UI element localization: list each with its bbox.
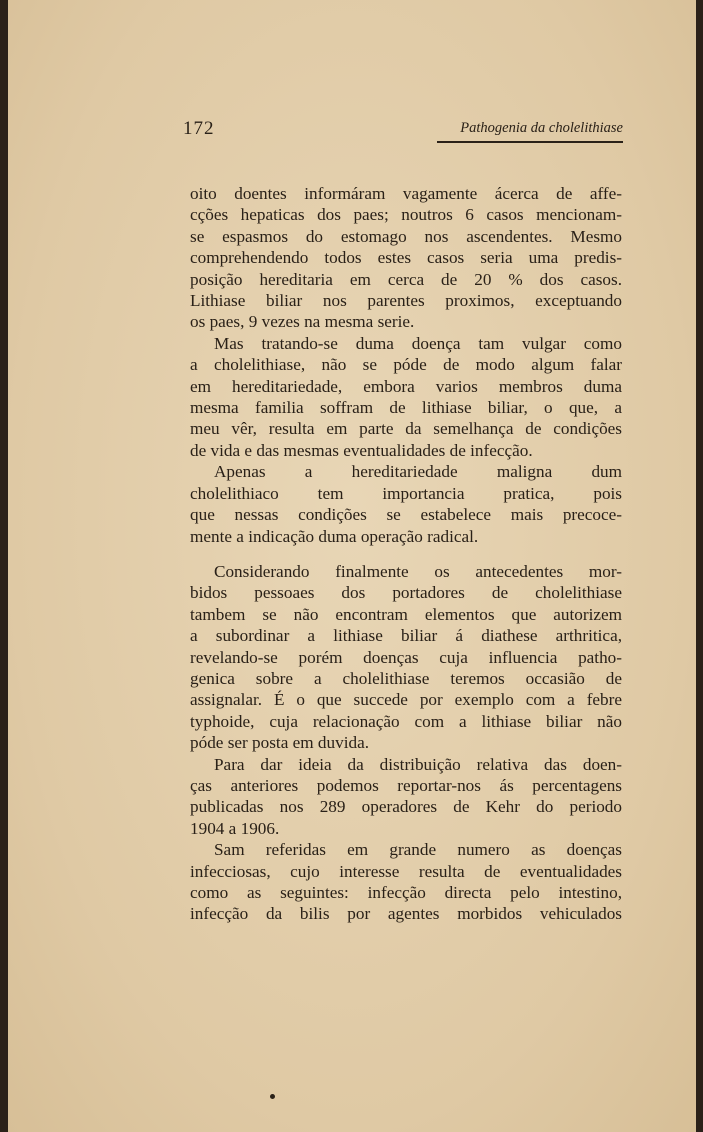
header-rule (437, 141, 623, 143)
text-line: infecção da bilis por agentes morbidos vehiculados (190, 904, 622, 924)
paragraph (190, 561, 622, 754)
text-line: mente a indicação duma operação radical. (190, 526, 479, 546)
text-line: bidos pessoaes dos portadores de cholelithiase (190, 583, 622, 603)
text-line: meu vêr, resulta em parte da semelhança de condições (190, 419, 622, 439)
text-line: cholelithiaco tem importancia pratica, pois (190, 483, 622, 503)
text-line: de vida e das mesmas eventualidades de infecção. (190, 440, 533, 460)
text-line: tambem se não encontram elementos que autorizem (190, 604, 622, 624)
text-line: mesma familia soffram de lithiase biliar, o que, a (190, 398, 622, 418)
text-line: revelando-se porém doenças cuja influencia patho- (190, 647, 622, 667)
text-line: posição hereditaria em cerca de 20 % dos casos. (190, 269, 622, 289)
text-line: póde ser posta em duvida. (190, 733, 369, 753)
text-line: Apenas a hereditariedade maligna dum (214, 462, 622, 482)
running-title: Pathogenia da cholelithiase (460, 120, 623, 136)
text-line: genica sobre a cholelithiase teremos occasião de (190, 668, 622, 688)
paragraph (190, 461, 622, 547)
body-text (190, 183, 622, 925)
text-line: Mas tratando-se duma doença tam vulgar como (214, 333, 622, 353)
text-line: como as seguintes: infecção directa pelo intestino, (190, 883, 622, 902)
text-line: infecciosas, cujo interesse resulta de eventualidades (190, 861, 622, 881)
text-line: comprehendendo todos estes casos seria uma predis- (190, 248, 622, 268)
printer-mark (270, 1094, 275, 1099)
page-number: 172 (183, 118, 215, 139)
text-line: em hereditariedade, embora varios membros duma (190, 376, 622, 396)
book-page (8, 0, 696, 1132)
text-line: Lithiase biliar nos parentes proximos, exceptuando (190, 291, 622, 311)
text-line: assignalar. É o que succede por exemplo com a febre (190, 690, 622, 710)
text-line: Considerando finalmente os antecedentes mor- (214, 561, 622, 581)
text-line: typhoide, cuja relacionação com a lithiase biliar não (190, 711, 622, 731)
text-line: a cholelithiase, não se póde de modo algum falar (190, 355, 622, 375)
paragraph (190, 333, 622, 461)
paragraph-gap (190, 547, 622, 561)
text-line: oito doentes informáram vagamente ácerca de affe- (190, 184, 622, 203)
page-header (183, 118, 623, 148)
text-line: 1904 a 1906. (190, 818, 280, 838)
paragraph (190, 183, 622, 333)
text-line: publicadas nos 289 operadores de Kehr do periodo (190, 797, 622, 817)
text-line: a subordinar a lithiase biliar á diathese arthritica, (190, 626, 622, 646)
scan-edge-left (0, 0, 8, 1132)
paragraph (190, 754, 622, 840)
text-line: que nessas condições se estabelece mais precoce- (190, 505, 622, 525)
text-line: Sam referidas em grande numero as doenças (214, 840, 622, 860)
paragraph (190, 839, 622, 925)
text-line: ças anteriores podemos reportar-nos ás percentagens (190, 775, 622, 795)
text-line: se espasmos do estomago nos ascendentes. Mesmo (190, 226, 622, 246)
text-line: Para dar ideia da distribuição relativa das doen- (214, 754, 622, 774)
scan-edge-right (696, 0, 703, 1132)
text-line: cções hepaticas dos paes; noutros 6 casos mencionam- (190, 205, 622, 225)
text-line: os paes, 9 vezes na mesma serie. (190, 312, 415, 332)
